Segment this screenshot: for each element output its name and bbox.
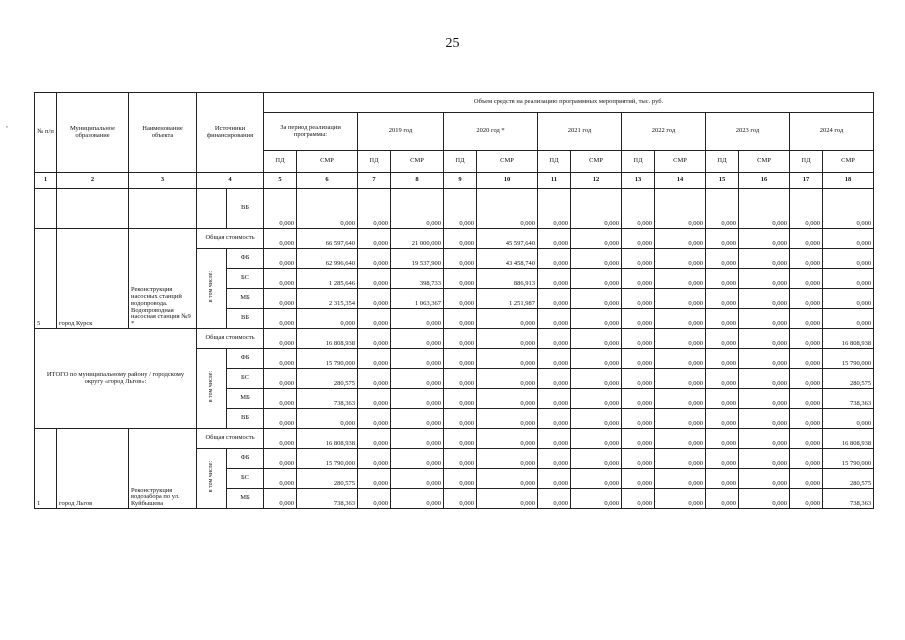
table-cell: 0,000 [655,329,706,349]
table-cell: 0,000 [739,469,790,489]
table-cell: 0,000 [790,489,823,509]
source-label: ФБ [227,349,264,369]
table-cell: 0,000 [444,269,477,289]
in-that-number-label: в том числе: [208,271,215,303]
table-cell: 0,000 [358,389,391,409]
table-cell: 0,000 [823,189,874,229]
table-cell: 0,000 [391,189,444,229]
object-cell: Реконструкция водозабора по ул. Куйбышева [129,429,197,509]
table-cell: 0,000 [571,429,622,449]
table-cell: 0,000 [655,229,706,249]
table-cell: 21 000,000 [391,229,444,249]
table-cell: 0,000 [358,369,391,389]
funding-table [34,92,874,509]
table-cell: 0,000 [655,369,706,389]
table-cell: 0,000 [391,409,444,429]
table-cell: 0,000 [622,489,655,509]
table-cell: 0,000 [622,449,655,469]
table-cell: 0,000 [739,229,790,249]
table-cell: 0,000 [477,309,538,329]
table-cell: 0,000 [571,349,622,369]
table-cell: 0,000 [622,409,655,429]
header-smr: СМР [823,151,874,173]
table-cell: 0,000 [790,429,823,449]
table-cell: 280,575 [297,469,358,489]
table-cell: 0,000 [739,189,790,229]
table-cell: 0,000 [790,229,823,249]
object-cell: Реконструкция насосных станций водопровода. Водопроводная насосная станция №9 * [129,229,197,329]
table-cell: 398,733 [391,269,444,289]
table-cell: 0,000 [622,389,655,409]
table-cell: 0,000 [823,289,874,309]
table-cell: 0,000 [655,309,706,329]
table-cell: 0,000 [444,369,477,389]
table-cell: 0,000 [655,389,706,409]
table-cell: 0,000 [477,489,538,509]
col-num: 9 [444,173,477,189]
table-cell: 0,000 [538,429,571,449]
table-cell: 0,000 [444,349,477,369]
source-label: МБ [227,289,264,309]
table-cell: 0,000 [571,269,622,289]
table-cell: 15 790,000 [297,449,358,469]
in-that-number-label: в том числе: [208,371,215,403]
table-cell: 0,000 [477,449,538,469]
table-cell: 0,000 [444,329,477,349]
header-sources: Источники финансирования [197,93,264,173]
table-cell: 0,000 [477,429,538,449]
table-cell: 0,000 [264,449,297,469]
table-cell: 0,000 [264,389,297,409]
col-num: 2 [57,173,129,189]
table-cell: 0,000 [297,189,358,229]
table-cell: 0,000 [444,189,477,229]
table-cell: 0,000 [358,329,391,349]
table-cell: 0,000 [538,389,571,409]
column-number-row [35,173,874,189]
table-cell: 0,000 [571,249,622,269]
table-cell: 0,000 [622,269,655,289]
table-cell: 0,000 [655,489,706,509]
header-year-2021: 2021 год [538,113,622,151]
table-cell: 66 597,640 [297,229,358,249]
table-cell: 0,000 [571,369,622,389]
col-num: 11 [538,173,571,189]
col-num: 16 [739,173,790,189]
table-cell: 0,000 [264,409,297,429]
row-number: 5 [35,229,57,329]
table-cell: 0,000 [358,229,391,249]
table-cell: 0,000 [358,469,391,489]
table-cell: 0,000 [739,309,790,329]
table-cell: 0,000 [391,369,444,389]
table-cell: 0,000 [477,329,538,349]
table-cell: 738,363 [297,389,358,409]
table-cell: 0,000 [706,369,739,389]
table-cell: 0,000 [739,409,790,429]
table-cell: 0,000 [655,269,706,289]
table-cell: 0,000 [706,489,739,509]
table-cell: 280,575 [297,369,358,389]
table-cell: 0,000 [622,189,655,229]
table-cell: 0,000 [444,489,477,509]
total-cost-label: Общая стоимость [197,429,264,449]
source-label: БС [227,269,264,289]
table-cell: 0,000 [790,289,823,309]
page-number: 25 [445,36,460,51]
header-pd: ПД [358,151,391,173]
table-cell: 0,000 [391,489,444,509]
table-cell: 15 790,000 [823,349,874,369]
table-cell: 0,000 [706,289,739,309]
table-row [35,429,874,449]
in-that-number-label: в том числе: [208,461,215,493]
col-num: 3 [129,173,197,189]
table-cell: 62 996,640 [297,249,358,269]
table-cell: 0,000 [655,449,706,469]
col-num: 8 [391,173,444,189]
table-cell: 0,000 [444,249,477,269]
table-cell: 0,000 [655,469,706,489]
table-cell: 0,000 [571,329,622,349]
table-cell: 0,000 [823,409,874,429]
table-cell: 0,000 [477,469,538,489]
table-cell: 0,000 [823,249,874,269]
header-year-2019: 2019 год [358,113,444,151]
table-cell: 0,000 [706,329,739,349]
municipality-cell: город Курск [57,229,129,329]
header-smr: СМР [477,151,538,173]
table-cell: 0,000 [655,349,706,369]
table-cell: 0,000 [391,469,444,489]
table-cell: 0,000 [823,229,874,249]
table-cell: 15 790,000 [823,449,874,469]
table-cell: 0,000 [706,469,739,489]
table-cell: 0,000 [622,369,655,389]
header-pd: ПД [538,151,571,173]
table-cell: 0,000 [477,189,538,229]
col-num: 18 [823,173,874,189]
header-volume: Объем средств на реализацию программных мероприятий, тыс. руб. [264,93,874,113]
table-cell: 0,000 [444,229,477,249]
table-cell: 0,000 [477,389,538,409]
table-cell: 0,000 [391,309,444,329]
source-label: БС [227,369,264,389]
table-cell: 2 315,354 [297,289,358,309]
source-label: ВБ [227,409,264,429]
table-cell: 0,000 [622,249,655,269]
header-smr: СМР [571,151,622,173]
table-cell: 0,000 [538,449,571,469]
table-cell: 0,000 [739,389,790,409]
table-cell: 0,000 [739,329,790,349]
table-cell: 0,000 [706,309,739,329]
table-cell: 0,000 [622,429,655,449]
header-object: Наименование объекта [129,93,197,173]
table-cell: 0,000 [444,409,477,429]
table-cell: 0,000 [655,409,706,429]
table-cell: 738,363 [823,489,874,509]
table-cell: 0,000 [655,429,706,449]
header-pd: ПД [444,151,477,173]
table-cell: 16 808,938 [823,429,874,449]
col-num: 10 [477,173,538,189]
table-cell: 0,000 [444,289,477,309]
table-cell: 0,000 [264,429,297,449]
table-cell: 0,000 [264,469,297,489]
table-cell: 0,000 [823,309,874,329]
table-cell: 0,000 [706,409,739,429]
col-num: 17 [790,173,823,189]
table-row [35,229,874,249]
table-cell: 0,000 [571,409,622,429]
col-num: 13 [622,173,655,189]
header-pd: ПД [706,151,739,173]
table-cell: 0,000 [571,489,622,509]
table-cell: 738,363 [823,389,874,409]
table-cell: 0,000 [358,489,391,509]
municipality-cell: город Льгов [57,429,129,509]
source-label: МБ [227,389,264,409]
table-cell: 0,000 [391,329,444,349]
table-cell: 1 063,367 [391,289,444,309]
table-cell: 0,000 [739,429,790,449]
table-cell: 0,000 [706,429,739,449]
table-cell: 0,000 [655,249,706,269]
table-cell: 0,000 [444,429,477,449]
table-cell: 0,000 [444,389,477,409]
table-cell: 280,575 [823,369,874,389]
table-cell: 0,000 [706,449,739,469]
table-cell: 0,000 [622,469,655,489]
table-cell: 0,000 [739,449,790,469]
scan-speck: , [6,120,8,129]
table-cell: 0,000 [790,329,823,349]
table-cell: 0,000 [264,349,297,369]
table-cell: 0,000 [264,189,297,229]
table-cell: 0,000 [264,309,297,329]
table-cell: 0,000 [622,349,655,369]
table-cell: 0,000 [790,309,823,329]
table-cell: 0,000 [477,409,538,429]
table-cell: 0,000 [391,349,444,369]
col-num: 5 [264,173,297,189]
header-year-2020: 2020 год * [444,113,538,151]
source-label: ВБ [227,189,264,229]
header-pd: ПД [264,151,297,173]
table-cell: 0,000 [538,329,571,349]
table-cell: 0,000 [538,289,571,309]
table-cell: 19 537,900 [391,249,444,269]
source-label: ФБ [227,249,264,269]
table-cell: 0,000 [739,489,790,509]
table-cell: 16 808,938 [823,329,874,349]
table-cell: 280,575 [823,469,874,489]
table-row [35,329,874,349]
header-year-2024: 2024 год [790,113,874,151]
source-label: ВБ [227,309,264,329]
table-cell: 0,000 [622,309,655,329]
table-cell: 0,000 [391,389,444,409]
table-cell: 0,000 [655,289,706,309]
header-municipality: Муниципальное образование [57,93,129,173]
table-cell: 0,000 [655,189,706,229]
header-pd: ПД [622,151,655,173]
table-cell: 0,000 [444,449,477,469]
table-cell: 0,000 [264,369,297,389]
table-cell: 0,000 [477,369,538,389]
table-cell: 0,000 [739,369,790,389]
header-year-2022: 2022 год [622,113,706,151]
table-cell: 45 597,640 [477,229,538,249]
table-cell: 0,000 [538,269,571,289]
table-cell: 0,000 [264,289,297,309]
col-num: 14 [655,173,706,189]
table-cell: 0,000 [622,229,655,249]
table-cell: 0,000 [571,469,622,489]
table-cell: 1 285,646 [297,269,358,289]
table-cell: 0,000 [264,229,297,249]
col-num: 1 [35,173,57,189]
table-cell: 0,000 [538,489,571,509]
table-cell: 0,000 [571,289,622,309]
table-cell: 0,000 [739,289,790,309]
table-cell: 0,000 [790,269,823,289]
table-cell: 43 458,740 [477,249,538,269]
table-cell: 0,000 [739,349,790,369]
table-cell: 0,000 [477,349,538,369]
table-cell: 0,000 [790,389,823,409]
source-label: МБ [227,489,264,509]
table-cell: 0,000 [358,449,391,469]
table-cell: 0,000 [823,269,874,289]
table-cell: 0,000 [538,229,571,249]
table-cell: 0,000 [538,249,571,269]
table-cell: 738,363 [297,489,358,509]
table-cell: 0,000 [739,249,790,269]
table-cell: 0,000 [706,229,739,249]
table-cell: 0,000 [706,349,739,369]
header-smr: СМР [391,151,444,173]
table-cell: 0,000 [538,349,571,369]
table-cell: 0,000 [538,469,571,489]
table-cell: 0,000 [538,189,571,229]
col-num: 4 [197,173,264,189]
table-cell: 0,000 [358,249,391,269]
table-cell: 0,000 [264,269,297,289]
table-cell: 0,000 [358,349,391,369]
table-cell: 0,000 [358,189,391,229]
table-cell: 0,000 [538,369,571,389]
table-cell: 0,000 [790,189,823,229]
table-cell: 0,000 [444,309,477,329]
table-cell: 0,000 [571,229,622,249]
table-cell: 16 808,938 [297,429,358,449]
col-num: 6 [297,173,358,189]
table-cell: 0,000 [622,289,655,309]
source-label: ФБ [227,449,264,469]
table-cell: 15 790,000 [297,349,358,369]
table-cell: 0,000 [264,329,297,349]
header-period: За период реализации программы: [264,113,358,151]
col-num: 7 [358,173,391,189]
header-year-2023: 2023 год [706,113,790,151]
total-title-cell: ИТОГО по муниципальному району / городскому округу «город Льгов»: [35,329,197,429]
table-cell: 0,000 [790,349,823,369]
table-cell: 0,000 [358,429,391,449]
table-cell: 0,000 [358,289,391,309]
col-num: 12 [571,173,622,189]
table-cell: 0,000 [391,449,444,469]
table-cell: 0,000 [739,269,790,289]
table-cell: 0,000 [571,389,622,409]
table-cell: 0,000 [706,189,739,229]
header-smr: СМР [297,151,358,173]
table-row [35,189,874,229]
table-cell: 886,913 [477,269,538,289]
table-cell: 0,000 [571,309,622,329]
table-cell: 0,000 [358,269,391,289]
table-cell: 0,000 [571,189,622,229]
table-cell: 0,000 [444,469,477,489]
header-no: № п/п [35,93,57,173]
table-cell: 0,000 [790,449,823,469]
table-cell: 0,000 [790,409,823,429]
table-cell: 0,000 [264,249,297,269]
table-cell: 0,000 [706,269,739,289]
col-num: 15 [706,173,739,189]
table-cell: 0,000 [538,309,571,329]
source-label: БС [227,469,264,489]
header-pd: ПД [790,151,823,173]
table-cell: 0,000 [358,309,391,329]
row-number: 1 [35,429,57,509]
table-cell: 0,000 [297,409,358,429]
header-smr: СМР [655,151,706,173]
table-cell: 1 251,987 [477,289,538,309]
table-cell: 0,000 [790,369,823,389]
total-cost-label: Общая стоимость [197,229,264,249]
table-cell: 0,000 [391,429,444,449]
table-cell: 0,000 [264,489,297,509]
table-cell: 0,000 [571,449,622,469]
table-cell: 0,000 [790,249,823,269]
table-cell: 16 808,938 [297,329,358,349]
table-cell: 0,000 [297,309,358,329]
table-cell: 0,000 [706,249,739,269]
table-cell: 0,000 [622,329,655,349]
table-cell: 0,000 [358,409,391,429]
header-smr: СМР [739,151,790,173]
table-cell: 0,000 [790,469,823,489]
table-cell: 0,000 [538,409,571,429]
total-cost-label: Общая стоимость [197,329,264,349]
table-cell: 0,000 [706,389,739,409]
